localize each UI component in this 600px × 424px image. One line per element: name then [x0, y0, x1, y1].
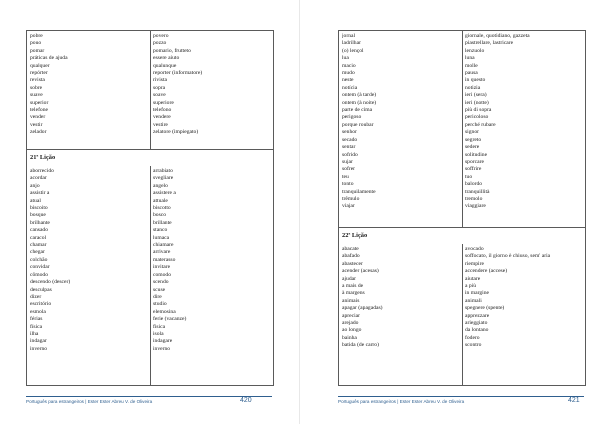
vocabulary-entry: perigoso: [342, 114, 362, 121]
vocabulary-entry: sporcare: [465, 158, 484, 165]
vocabulary-entry: superiore: [153, 99, 174, 106]
vocabulary-entry: trêmulo: [342, 195, 360, 202]
vocabulary-entry: sedere: [465, 144, 480, 151]
vocabulary-entry: chegar: [30, 249, 45, 256]
vocabulary-entry: sobre: [30, 84, 43, 91]
vocabulary-entry: soave: [153, 92, 166, 99]
vocabulary-entry: ao longo: [342, 327, 362, 334]
vocabulary-entry: cômodo: [30, 271, 49, 278]
vocabulary-entry: sentar: [342, 144, 356, 151]
vocabulary-entry: esmola: [30, 308, 46, 315]
vocabulary-entry: solitudine: [465, 151, 488, 158]
vocabulary-entry: arrivare: [153, 249, 171, 256]
vocabulary-entry: viajar: [342, 203, 355, 210]
lesson-title: 22ª Lição: [342, 232, 368, 239]
vocabulary-entry: acender (acesas): [342, 268, 379, 275]
page-number: 421: [568, 397, 580, 404]
vocabulary-entry: animais: [342, 297, 360, 304]
italian-column: [462, 31, 585, 213]
vocabulary-entry: vestir: [30, 121, 43, 128]
vocabulary-entry: telefone: [30, 107, 49, 114]
vocabulary-entry: escritório: [30, 301, 52, 308]
vocabulary-entry: scontro: [465, 342, 482, 349]
vocabulary-entry: revista: [30, 77, 45, 84]
vocabulary-entry: arieggiato: [465, 320, 488, 327]
vocabulary-entry: signor: [465, 129, 479, 136]
page-footer: [0, 397, 300, 407]
vocabulary-entry: teu: [342, 173, 349, 180]
vocabulary-entry: luna: [465, 55, 475, 62]
vocabulary-entry: vestire: [153, 121, 168, 128]
vocabulary-entry: pomario, frutteto: [153, 47, 191, 54]
portuguese-column: [339, 31, 462, 213]
vocabulary-entry: invitare: [153, 264, 171, 271]
vocabulary-entry: elemosina: [153, 308, 176, 315]
vocabulary-entry: zelador: [30, 129, 47, 136]
vocabulary-entry: batida (de carro): [342, 342, 379, 349]
vocabulary-entry: atual: [30, 197, 41, 204]
vocabulary-entry: apagar (apagadas): [342, 305, 383, 312]
vocabulary-entry: pericoloso: [465, 114, 489, 121]
vocabulary-entry: aiutare: [465, 275, 481, 282]
vocabulary-entry: secado: [342, 136, 358, 143]
vocabulary-entry: ferie (vacanze): [153, 316, 187, 323]
vocabulary-entry: jornal: [342, 33, 356, 39]
vocabulary-entry: biscotto: [153, 205, 171, 212]
vocabulary-table-right: [338, 30, 586, 386]
vocabulary-entry: aborrecido: [30, 168, 54, 174]
vocabulary-entry: neste: [342, 77, 354, 84]
vocabulary-entry: chamar: [30, 242, 47, 249]
vocabulary-entry: acordar: [30, 175, 47, 182]
vocabulary-entry: angelo: [153, 182, 168, 189]
vocabulary-entry: superior: [30, 99, 49, 106]
vocabulary-entry: descendo (descer): [30, 279, 71, 286]
vocabulary-entry: dire: [153, 293, 162, 300]
vocabulary-entry: lua: [342, 55, 349, 62]
vocabulary-entry: porque roubar: [342, 121, 374, 128]
vocabulary-entry: lenzuolo: [465, 47, 485, 54]
vocabulary-entry: in questo: [465, 77, 486, 84]
vocabulary-entry: tremolo: [465, 195, 483, 202]
vocabulary-entry: ontem (à tarde): [342, 92, 377, 99]
vocabulary-entry: fisica: [153, 323, 166, 330]
vocabulary-entry: stanco: [153, 227, 168, 234]
vocabulary-entry: ontem (à noite): [342, 99, 377, 106]
vocabulary-entry: abastecer: [342, 260, 363, 267]
vocabulary-entry: povero: [153, 33, 169, 39]
vocabulary-entry: apreciar: [342, 312, 361, 319]
vocabulary-entry: riempire: [465, 260, 484, 267]
vocabulary-entry: telefono: [153, 107, 172, 114]
vocabulary-entry: giornale, quotidiano, gazzeta: [465, 33, 530, 39]
vocabulary-entry: assistir a: [30, 190, 50, 197]
vocabulary-entry: materasso: [153, 256, 176, 263]
italian-column: [462, 244, 585, 352]
vocabulary-entry: balordo: [465, 181, 483, 188]
vocabulary-entry: tranquilamente: [342, 188, 376, 195]
vocabulary-entry: zelatore (impiegato): [153, 129, 199, 136]
vocabulary-entry: brillante: [153, 219, 172, 226]
vocabulary-entry: práticas de ajuda: [30, 55, 68, 62]
vocabulary-entry: ieri (notte): [465, 99, 489, 106]
vocabulary-entry: à margens: [342, 290, 365, 297]
vocabulary-entry: svegliare: [153, 175, 174, 182]
vocabulary-entry: tranquillità: [465, 188, 490, 195]
vocabulary-entry: avocado: [465, 246, 484, 252]
vocabulary-entry: chiamare: [153, 242, 174, 249]
vocabulary-entry: comodo: [153, 271, 172, 278]
vocabulary-entry: férias: [30, 316, 43, 323]
vocabulary-entry: lumaca: [153, 234, 170, 241]
page-footer: [300, 397, 600, 407]
vocabulary-entry: indagar: [30, 338, 47, 345]
vocabulary-entry: animali: [465, 297, 482, 304]
vocabulary-entry: dizer: [30, 293, 42, 300]
vocabulary-entry: piastrellare, lastricare: [465, 40, 514, 47]
footer-text: Português para estrangeiros | Ester Ester Abreu V. de Oliveira: [26, 399, 153, 404]
vocabulary-entry: rivista: [153, 77, 167, 84]
vocabulary-entry: abacate: [342, 246, 359, 252]
vocabulary-entry: vendere: [153, 114, 171, 121]
vocabulary-entry: tuo: [465, 173, 473, 180]
vocabulary-entry: inverno: [153, 345, 171, 352]
vocabulary-entry: macio: [342, 62, 356, 69]
vocabulary-entry: parte de cima: [342, 107, 373, 114]
portuguese-column: [27, 166, 150, 355]
vocabulary-entry: essere aiuto: [153, 55, 180, 62]
vocabulary-entry: bosco: [153, 212, 167, 219]
vocabulary-entry: segreto: [465, 136, 482, 143]
vocabulary-entry: perché rubare: [465, 121, 496, 128]
vocabulary-entry: soffrire: [465, 166, 482, 173]
vocabulary-entry: a più: [465, 283, 477, 290]
table-section-lesson-22: [339, 228, 585, 385]
vocabulary-entry: abafado: [342, 253, 360, 260]
vocabulary-table-left: [26, 30, 274, 386]
vocabulary-entry: bosque: [30, 212, 46, 219]
vocabulary-entry: a mais de: [342, 283, 364, 290]
vocabulary-entry: in margine: [465, 290, 489, 297]
vocabulary-entry: física: [30, 323, 43, 330]
vocabulary-entry: qualunque: [153, 62, 177, 69]
vocabulary-entry: (o) lençol: [342, 47, 364, 54]
vocabulary-entry: apprezzare: [465, 312, 490, 319]
vocabulary-entry: desculpas: [30, 286, 52, 293]
page-number: 420: [240, 397, 252, 404]
vocabulary-entry: indagare: [153, 338, 173, 345]
vocabulary-entry: qualquer: [30, 62, 50, 69]
portuguese-column: [27, 31, 150, 139]
vocabulary-entry: accendere (accese): [465, 268, 508, 275]
vocabulary-entry: ieri (sera): [465, 92, 487, 99]
vocabulary-entry: viaggiare: [465, 203, 486, 210]
vocabulary-entry: scuse: [153, 286, 166, 293]
vocabulary-entry: repórter: [30, 70, 48, 77]
vocabulary-entry: pozzo: [153, 40, 167, 47]
vocabulary-entry: suave: [30, 92, 43, 99]
vocabulary-entry: molle: [465, 62, 478, 69]
vocabulary-entry: anjo: [30, 182, 40, 189]
vocabulary-entry: arrabiato: [153, 168, 173, 174]
vocabulary-entry: ladrilhar: [342, 40, 361, 47]
vocabulary-entry: ajudar: [342, 275, 356, 282]
vocabulary-entry: cansado: [30, 227, 49, 234]
vocabulary-entry: biscoito: [30, 205, 48, 212]
vocabulary-entry: pomar: [30, 47, 45, 54]
vocabulary-entry: tonto: [342, 181, 354, 188]
vocabulary-entry: studio: [153, 301, 167, 308]
vocabulary-entry: più di sopra: [465, 107, 492, 114]
footer-text: Português para estrangeiros | Ester Ester Abreu V. de Oliveira: [338, 399, 465, 404]
vocabulary-entry: spegnere (spente): [465, 305, 505, 312]
vocabulary-entry: convidar: [30, 264, 50, 271]
lesson-title: 21ª Lição: [30, 154, 56, 161]
table-section-top: [339, 31, 585, 228]
portuguese-column: [339, 244, 462, 352]
vocabulary-entry: notizia: [465, 84, 481, 91]
vocabulary-entry: sofrer: [342, 166, 356, 173]
vocabulary-entry: inverno: [30, 345, 48, 352]
vocabulary-entry: ilha: [30, 330, 39, 337]
vocabulary-entry: colchão: [30, 256, 48, 263]
vocabulary-entry: sofrido: [342, 151, 358, 158]
vocabulary-entry: pouo: [30, 40, 42, 47]
vocabulary-entry: isola: [153, 330, 164, 337]
vocabulary-entry: fodero: [465, 334, 480, 341]
vocabulary-entry: pobre: [30, 33, 43, 39]
vocabulary-entry: da lontano: [465, 327, 489, 334]
vocabulary-entry: arejado: [342, 320, 359, 327]
vocabulary-entry: senhor: [342, 129, 357, 136]
vocabulary-entry: mudo: [342, 70, 355, 77]
vocabulary-entry: scendo: [153, 279, 169, 286]
table-section-lesson-21: [27, 150, 273, 385]
italian-column: [150, 31, 273, 139]
vocabulary-entry: sopra: [153, 84, 166, 91]
right-page: [300, 0, 600, 424]
vocabulary-entry: vender: [30, 114, 46, 121]
vocabulary-entry: sujar: [342, 158, 353, 165]
vocabulary-entry: bainha: [342, 334, 357, 341]
vocabulary-entry: pausa: [465, 70, 478, 77]
vocabulary-entry: brilhante: [30, 219, 50, 226]
table-section-top: [27, 31, 273, 150]
vocabulary-entry: reporter (informatore): [153, 70, 203, 77]
vocabulary-entry: soffocato, il giorno è chiuso, sem' aria: [465, 253, 551, 260]
italian-column: [150, 166, 273, 355]
vocabulary-entry: notícia: [342, 84, 358, 91]
vocabulary-entry: caracol: [30, 234, 47, 241]
vocabulary-entry: assistere a: [153, 190, 176, 197]
vocabulary-entry: attuale: [153, 197, 168, 204]
